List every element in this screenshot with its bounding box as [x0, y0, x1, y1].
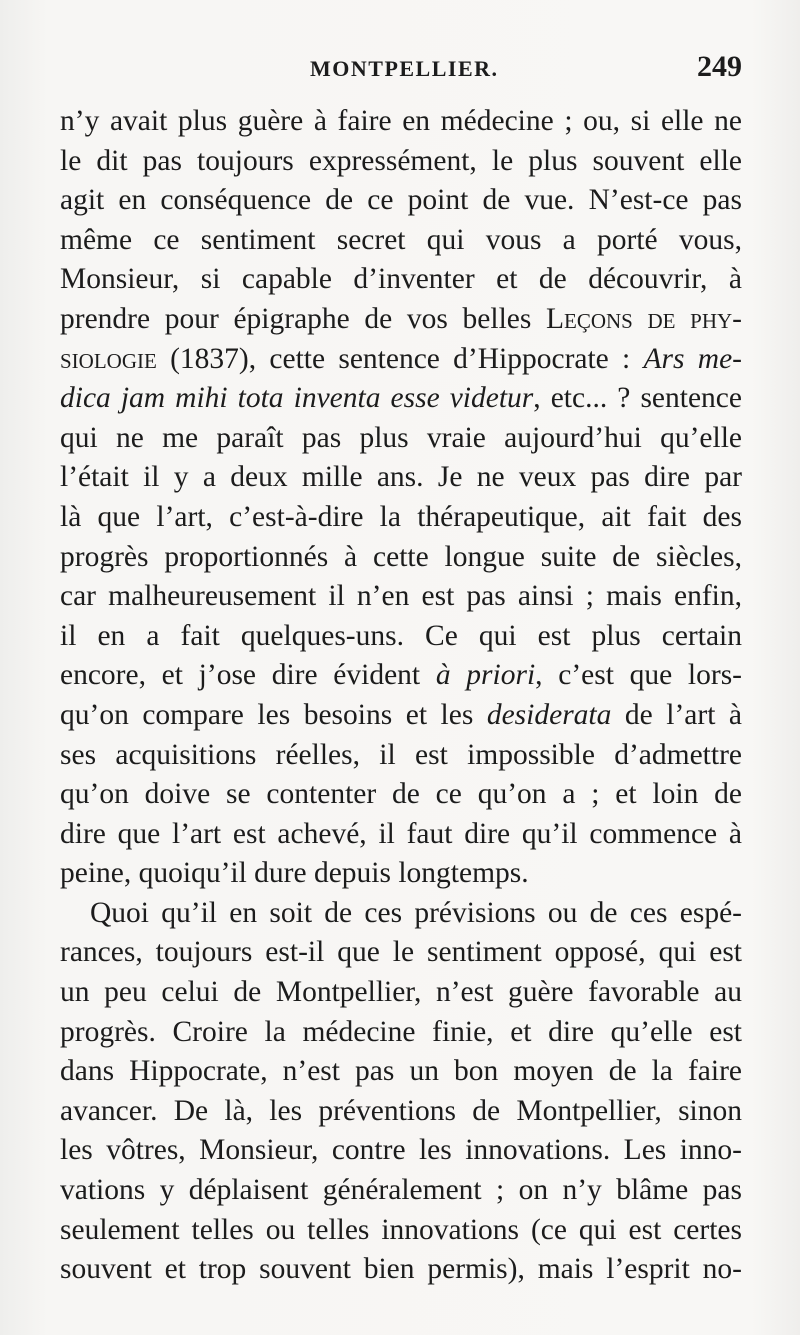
text-line: [60, 1013, 742, 1053]
text-run: , etc... ? sentence: [533, 382, 742, 415]
text-line: [60, 538, 742, 578]
italic-text: Ars me-: [643, 342, 742, 375]
text-run: Monsieur, si capable d’inventer et de découvrir, à: [60, 263, 742, 296]
text-run: les vôtres, Monsieur, contre les innovations. Les inno-: [60, 1134, 742, 1167]
text-run: qu’on doive se contenter de ce qu’on a ; et loin de: [60, 778, 742, 811]
text-run: , c’est que lors-: [535, 659, 743, 692]
text-run: là que l’art, c’est-à-dire la thérapeutique, ait fait des: [60, 500, 742, 533]
text-line: [60, 973, 742, 1013]
text-line: [60, 577, 742, 617]
italic-text: à priori: [435, 659, 536, 692]
text-run: progrès. Croire la médecine finie, et dire qu’elle est: [60, 1015, 742, 1048]
text-run: prendre pour épigraphe de vos belles: [60, 302, 546, 335]
text-line: [60, 1171, 742, 1211]
text-line: [60, 379, 742, 419]
text-line: [60, 854, 742, 894]
text-run: avancer. De là, les préventions de Montpellier, sinon: [60, 1094, 742, 1127]
text-line: [60, 656, 742, 696]
page-number: 249: [697, 50, 742, 83]
text-line: [60, 260, 742, 300]
text-line: [60, 419, 742, 459]
text-run: progrès proportionnés à cette longue suite de siècles,: [60, 540, 742, 573]
text-line: [60, 617, 742, 657]
text-line: [60, 221, 742, 261]
text-run: qui ne me paraît pas plus vraie aujourd’hui qu’elle: [60, 421, 742, 454]
text-run: Quoi qu’il en soit de ces prévisions ou de ces espé-: [90, 896, 742, 929]
text-line: [60, 142, 742, 182]
text-run: qu’on compare les besoins et les: [60, 698, 487, 731]
text-line: [60, 498, 742, 538]
text-run: seulement telles ou telles innovations (ce qui est certes: [60, 1213, 742, 1246]
text-run: dans Hippocrate, n’est pas un bon moyen de la faire: [60, 1055, 742, 1088]
text-run: encore, et j’ose dire évident: [60, 659, 436, 692]
text-line: [60, 1092, 742, 1132]
text-run: même ce sentiment secret qui vous a porté vous,: [60, 223, 742, 256]
text-line: [60, 181, 742, 221]
text-run: l’était il y a deux mille ans. Je ne veux pas dire par: [60, 461, 742, 494]
small-caps-text: Leçons de phy-: [546, 302, 742, 335]
body-text: [60, 102, 742, 1290]
text-line: [60, 300, 742, 340]
running-head: [60, 50, 742, 90]
text-run: il en a fait quelques-uns. Ce qui est plus certain: [60, 619, 742, 652]
text-line: [60, 894, 742, 934]
running-title: MONTPELLIER.: [310, 56, 499, 81]
text-run: de l’art à: [611, 698, 743, 731]
text-line: [60, 102, 742, 142]
text-run: vations y déplaisent généralement ; on n’y blâme pas: [60, 1174, 742, 1207]
text-line: [60, 1052, 742, 1092]
text-run: (1837), cette sentence d’Hippocrate :: [156, 342, 644, 375]
text-run: un peu celui de Montpellier, n’est guère favorable au: [60, 976, 742, 1009]
text-run: le dit pas toujours expressément, le plus souvent elle: [60, 144, 742, 177]
text-run: agit en conséquence de ce point de vue. N’est-ce pas: [60, 184, 742, 217]
text-run: souvent et trop souvent bien permis), mais l’esprit no-: [60, 1253, 742, 1286]
text-line: [60, 340, 742, 380]
text-line: [60, 1211, 742, 1251]
italic-text: dica jam mihi tota inventa esse videtur: [60, 382, 534, 415]
text-line: [60, 933, 742, 973]
text-line: [60, 458, 742, 498]
text-run: peine, quoiqu’il dure depuis longtemps.: [60, 857, 529, 890]
italic-text: desiderata: [486, 698, 612, 731]
text-line: [60, 736, 742, 776]
text-line: [60, 815, 742, 855]
text-run: dire que l’art est achevé, il faut dire qu’il commence à: [60, 817, 742, 850]
text-run: n’y avait plus guère à faire en médecine ; ou, si elle ne: [60, 105, 742, 137]
text-line: [60, 775, 742, 815]
small-caps-text: siologie: [60, 342, 157, 375]
text-run: car malheureusement il n’en est pas ainsi ; mais enfin,: [60, 580, 742, 613]
text-run: ses acquisitions réelles, il est impossible d’admettre: [60, 738, 742, 771]
text-run: rances, toujours est-il que le sentiment opposé, qui est: [60, 936, 742, 969]
text-line: [60, 1250, 742, 1290]
text-line: [60, 696, 742, 736]
text-line: [60, 1131, 742, 1171]
